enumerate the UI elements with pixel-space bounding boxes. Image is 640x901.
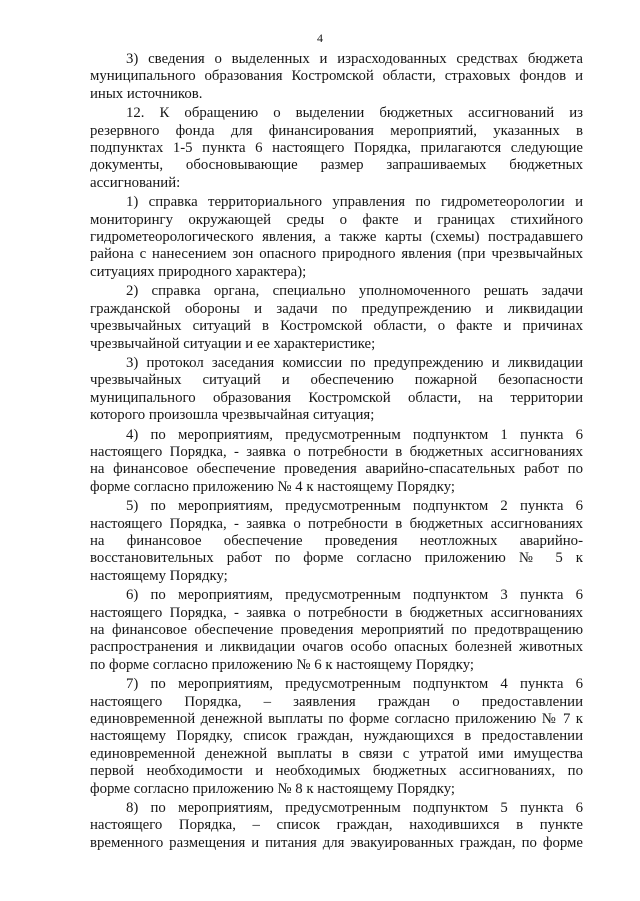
text-line: 5) по мероприятиям, предусмотренным подпунктом 2 пункта 6 xyxy=(126,498,583,515)
text-line: 1) справка территориального управления по гидрометеорологии и xyxy=(126,194,583,211)
paragraph-clause-12 xyxy=(90,105,583,192)
paragraph-item-6 xyxy=(90,587,583,674)
text-line: по форме согласно приложению № 6 к настоящему Порядку; xyxy=(90,656,475,673)
text-line: настоящего Порядка, - заявка о потребности в бюджетных ассигнованиях xyxy=(90,515,583,532)
text-line: 6) по мероприятиям, предусмотренным подпунктом 3 пункта 6 xyxy=(126,587,583,604)
text-line: 2) справка органа, специально уполномоченного решать задачи xyxy=(126,283,583,300)
paragraph-item-1 xyxy=(90,194,583,281)
paragraph-item-2 xyxy=(90,283,583,353)
text-line: ситуациях природного характера); xyxy=(90,263,307,280)
text-line: резервного фонда для финансирования мероприятий, указанных в xyxy=(90,122,583,139)
text-line: гражданской обороны и задачи по предупреждению и ликвидации xyxy=(90,300,583,317)
text-line: ассигнований: xyxy=(90,174,181,191)
text-line: муниципального образования Костромской области, страховых фондов и xyxy=(90,68,583,85)
text-line: временного размещения и питания для эвакуированных граждан, по форме xyxy=(90,834,583,851)
text-line: мониторингу окружающей среды о факте и границах стихийного xyxy=(90,211,583,228)
text-line: первой необходимости и необходимых бюджетных ассигнованиях, по xyxy=(90,763,583,780)
text-line: которого произошла чрезвычайная ситуация; xyxy=(90,407,375,424)
paragraph-item-8 xyxy=(90,800,583,852)
text-line: 4) по мероприятиям, предусмотренным подпунктом 1 пункта 6 xyxy=(126,426,583,443)
text-line: чрезвычайных ситуаций в Костромской области, о факте и причинах xyxy=(90,318,583,335)
text-line: чрезвычайной ситуации и ее характеристике; xyxy=(90,335,376,352)
text-line: района с нанесением зон опасного природного явления (при чрезвычайных xyxy=(90,246,583,263)
text-line: 3) протокол заседания комиссии по предупреждению и ликвидации xyxy=(126,354,583,371)
text-line: настоящего Порядка, - заявка о потребности в бюджетных ассигнованиях xyxy=(90,443,583,460)
text-line: единовременной денежной выплаты в связи с утратой ими имущества xyxy=(90,745,583,762)
text-line: муниципального образования Костромской области, на территории xyxy=(90,389,583,406)
page-number: 4 xyxy=(317,31,323,45)
paragraph-item-5 xyxy=(90,498,583,585)
text-line: 8) по мероприятиям, предусмотренным подпунктом 5 пункта 6 xyxy=(126,800,583,817)
text-line: 12. К обращению о выделении бюджетных ассигнований из xyxy=(126,105,583,122)
text-line: единовременной денежной выплаты по форме согласно приложению № 7 к xyxy=(90,711,583,728)
document-body xyxy=(90,51,583,854)
text-line: форме согласно приложению № 4 к настоящему Порядку; xyxy=(90,478,456,495)
text-line: настоящему Порядку; xyxy=(90,567,228,584)
text-line: чрезвычайных ситуаций и обеспечению пожарной безопасности xyxy=(90,372,583,389)
text-line: иных источников. xyxy=(90,85,203,102)
text-line: на финансовое обеспечение проведения неотложных аварийно- xyxy=(90,532,583,549)
text-line: настоящего Порядка, - заявка о потребности в бюджетных ассигнованиях xyxy=(90,604,583,621)
paragraph-item-3-protocol xyxy=(90,355,583,425)
text-line: распространения и ликвидации очагов особо опасных болезней животных xyxy=(90,639,583,656)
paragraph-item-7 xyxy=(90,676,583,798)
text-line: на финансовое обеспечение проведения аварийно-спасательных работ по xyxy=(90,461,583,478)
paragraph-item-4 xyxy=(90,427,583,497)
text-line: настоящего Порядка, – заявления граждан о предоставлении xyxy=(90,693,583,710)
text-line: форме согласно приложению № 8 к настоящему Порядку; xyxy=(90,780,456,797)
text-line: настоящему Порядку, список граждан, нуждающихся в предоставлении xyxy=(90,728,583,745)
text-line: восстановительных работ по форме согласно приложению № 5 к xyxy=(90,550,583,567)
text-line: подпунктах 1-5 пункта 6 настоящего Порядка, прилагаются следующие xyxy=(90,140,583,157)
text-line: 3) сведения о выделенных и израсходованных средствах бюджета xyxy=(126,51,583,67)
text-line: документы, обосновывающие размер запрашиваемых бюджетных xyxy=(90,157,583,174)
text-line: 7) по мероприятиям, предусмотренным подпунктом 4 пункта 6 xyxy=(126,676,583,693)
text-line: гидрометеорологического явления, а также карты (схемы) пострадавшего xyxy=(90,229,583,246)
paragraph-item-3 xyxy=(90,51,583,103)
text-line: на финансовое обеспечение проведения мероприятий по предотвращению xyxy=(90,622,583,638)
text-line: настоящего Порядка, – список граждан, находившихся в пункте xyxy=(90,817,583,834)
